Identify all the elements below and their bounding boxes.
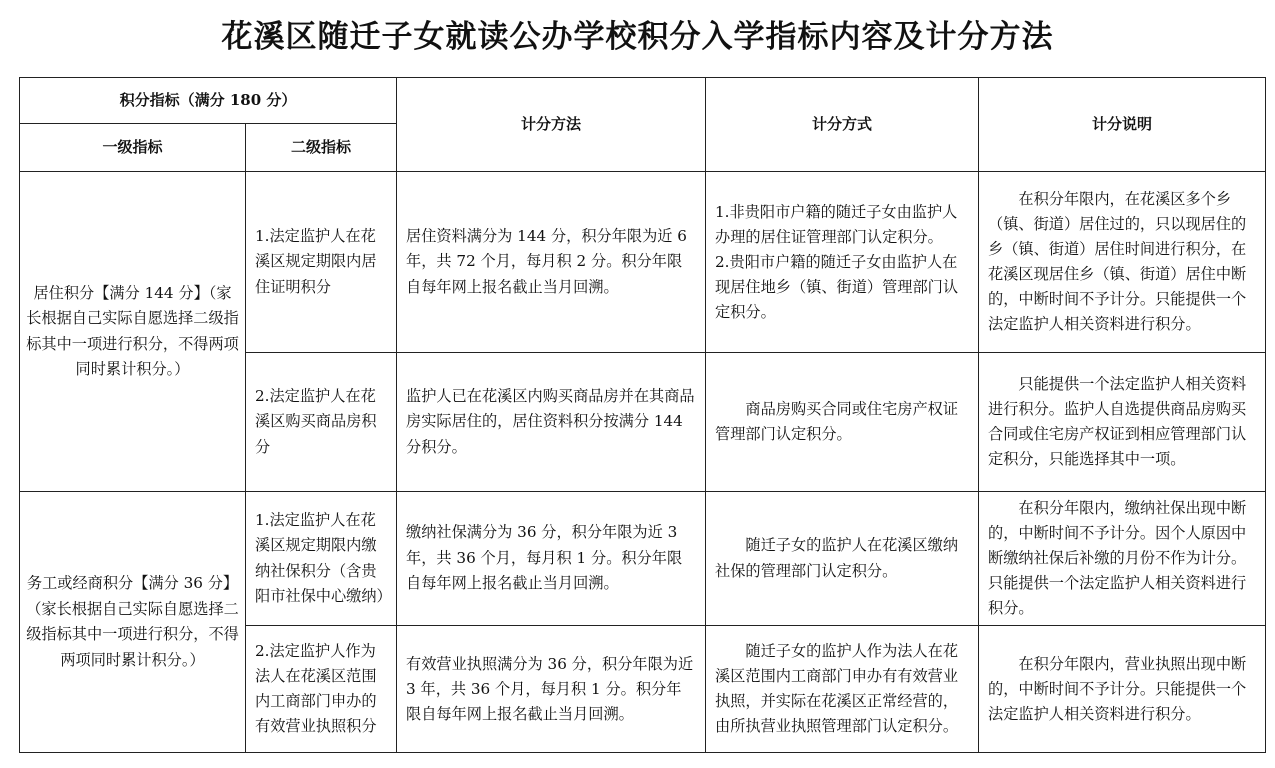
- mode-line: 2.贵阳市户籍的随迁子女由监护人在现居住地乡（镇、街道）管理部门认定积分。: [715, 252, 959, 321]
- note-cell: 在积分年限内，缴纳社保出现中断的，中断时间不予计分。因个人原因中断缴纳社保后补缴的月份不作为计分。只能提供一个法定监护人相关资料进行积分。: [979, 492, 1266, 626]
- page-title: 花溪区随迁子女就读公办学校积分入学指标内容及计分方法: [221, 19, 1054, 55]
- level2-cell: 2.法定监护人在花溪区购买商品房积分: [246, 353, 397, 492]
- level2-cell: 2.法定监护人作为法人在花溪区范围内工商部门申办的有效营业执照积分: [246, 626, 397, 753]
- mode-cell: [706, 172, 979, 353]
- level1-residence: 居住积分【满分 144 分】（家长根据自己实际自愿选择二级指标其中一项进行积分，不得两项同时累计积分。）: [20, 172, 246, 492]
- points-table: [19, 77, 1266, 753]
- note-cell: 只能提供一个法定监护人相关资料进行积分。监护人自选提供商品房购买合同或住宅房产权证到相应管理部门认定积分，只能选择其中一项。: [979, 353, 1266, 492]
- note-cell: 在积分年限内，营业执照出现中断的，中断时间不予计分。只能提供一个法定监护人相关资料进行积分。: [979, 626, 1266, 753]
- mode-cell: 随迁子女的监护人在花溪区缴纳社保的管理部门认定积分。: [706, 492, 979, 626]
- method-cell: 居住资料满分为 144 分，积分年限为近 6 年，共 72 个月，每月积 2 分。积分年限自每年网上报名截止当月回溯。: [397, 172, 706, 353]
- header-group: 积分指标（满分 180 分）: [20, 78, 397, 124]
- method-cell: 监护人已在花溪区内购买商品房并在其商品房实际居住的，居住资料积分按满分 144 分积分。: [397, 353, 706, 492]
- header-level1: 一级指标: [20, 124, 246, 172]
- header-mode: 计分方式: [706, 78, 979, 172]
- mode-line: 1.非贵阳市户籍的随迁子女由监护人办理的居住证管理部门认定积分。: [715, 202, 958, 246]
- level2-cell: 1.法定监护人在花溪区规定期限内缴纳社保积分（含贵阳市社保中心缴纳）: [246, 492, 397, 626]
- method-cell: 缴纳社保满分为 36 分，积分年限为近 3 年，共 36 个月，每月积 1 分。积分年限自每年网上报名截止当月回溯。: [397, 492, 706, 626]
- header-method: 计分方法: [397, 78, 706, 172]
- table-row: [20, 492, 1266, 626]
- level1-work: 务工或经商积分【满分 36 分】（家长根据自己实际自愿选择二级指标其中一项进行积分，不得两项同时累计积分。）: [20, 492, 246, 753]
- mode-cell: 商品房购买合同或住宅房产权证管理部门认定积分。: [706, 353, 979, 492]
- method-cell: 有效营业执照满分为 36 分，积分年限为近 3 年，共 36 个月，每月积 1 分。积分年限自每年网上报名截止当月回溯。: [397, 626, 706, 753]
- level2-cell: 1.法定监护人在花溪区规定期限内居住证明积分: [246, 172, 397, 353]
- mode-cell: 随迁子女的监护人作为法人在花溪区范围内工商部门申办有有效营业执照，并实际在花溪区正常经营的，由所执营业执照管理部门认定积分。: [706, 626, 979, 753]
- header-level2: 二级指标: [246, 124, 397, 172]
- table-row: [20, 172, 1266, 353]
- header-note: 计分说明: [979, 78, 1266, 172]
- header-row: [20, 78, 1266, 124]
- note-cell: 在积分年限内，在花溪区多个乡（镇、街道）居住过的，只以现居住的乡（镇、街道）居住时间进行积分，在花溪区现居住乡（镇、街道）居住中断的，中断时间不予计分。只能提供一个法定监护人相关资料进行积分。: [979, 172, 1266, 353]
